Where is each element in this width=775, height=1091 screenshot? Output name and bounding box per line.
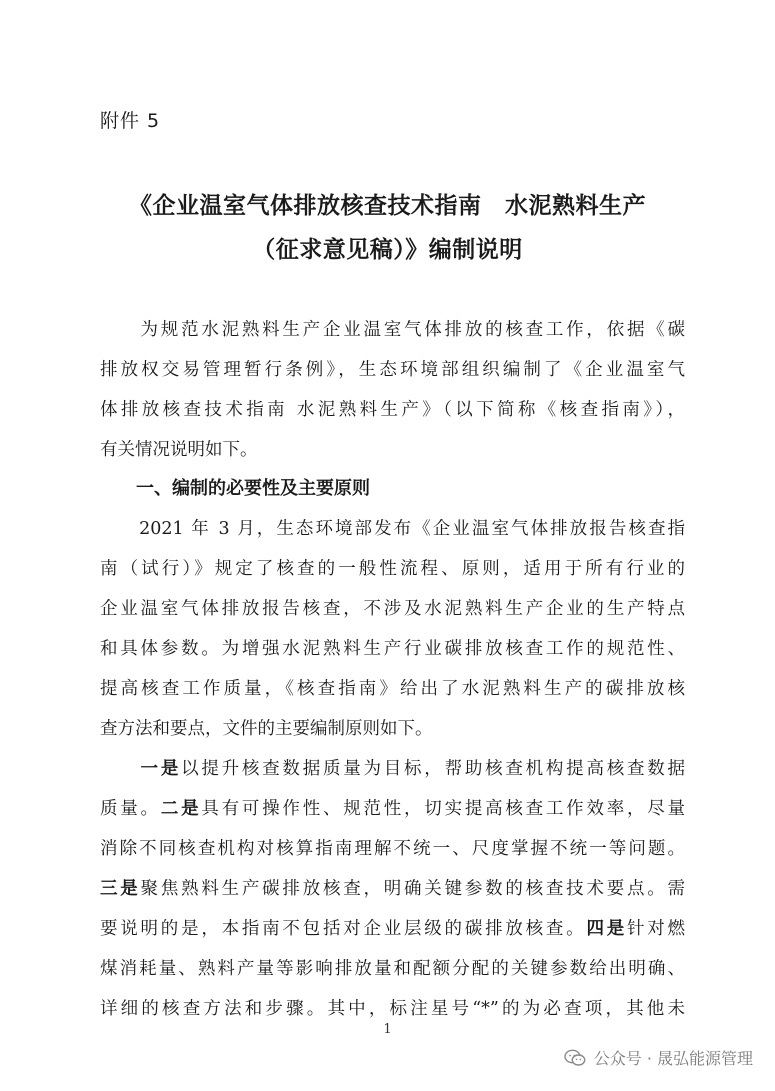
document-title-line1: 《企业温室气体排放核查技术指南 水泥熟料生产	[129, 193, 646, 219]
intro-line-4: 有关情况说明如下。	[100, 440, 258, 460]
intro-line-3: 体排放核查技术指南 水泥熟料生产》（以下简称《核查指南》），	[100, 400, 685, 420]
watermark	[564, 1046, 753, 1069]
section-line-1: 2021 年 3 月，生态环境部发布《企业温室气体排放报告核查指	[100, 519, 685, 539]
principle-3-text-cont: 要说明的是，本指南不包括对企业层级的碳排放核查。	[100, 919, 587, 939]
principles-line-2	[100, 795, 685, 820]
principle-4-text: 针对燃	[626, 919, 686, 939]
principle-3-label: 三是	[100, 879, 141, 899]
principles-line-7: 详细的核查方法和步骤。其中，标注星号“*”的为必查项，其他未	[100, 999, 685, 1019]
principle-1-text-cont: 质量。	[100, 799, 161, 819]
principle-1-text: 以提升核查数据质量为目标，帮助核查机构提高核查数据	[181, 759, 686, 779]
principle-3-text: 聚焦熟料生产碳排放核查，明确关键参数的核查技术要点。需	[140, 879, 686, 899]
principles-line-1	[100, 755, 685, 780]
section-line-4: 和具体参数。为增强水泥熟料生产行业碳排放核查工作的规范性、	[100, 639, 685, 659]
wechat-icon	[564, 1049, 586, 1067]
attachment-label: 附件 5	[100, 110, 161, 132]
principles-line-5	[100, 915, 685, 940]
principles-line-6: 煤消耗量、熟料产量等影响排放量和配额分配的关键参数给出明确、	[100, 959, 685, 979]
document-title-line2: （征求意见稿）》编制说明	[252, 237, 523, 263]
page-number: 1	[383, 1022, 392, 1037]
section-heading: 一、编制的必要性及主要原则	[136, 478, 370, 499]
principle-2-label: 二是	[160, 799, 202, 819]
section-line-3: 企业温室气体排放报告核查，不涉及水泥熟料生产企业的生产特点	[100, 599, 685, 619]
section-line-6: 查方法和要点，文件的主要编制原则如下。	[100, 719, 433, 739]
principle-4-label: 四是	[586, 919, 627, 939]
intro-line-2: 排放权交易管理暂行条例》，生态环境部组织编制了《企业温室气	[100, 360, 685, 380]
intro-line-1: 为规范水泥熟料生产企业温室气体排放的核查工作，依据《碳	[100, 320, 685, 340]
watermark-text: 公众号 · 晟弘能源管理	[593, 1049, 753, 1068]
section-line-2: 南（试行）》规定了核查的一般性流程、原则，适用于所有行业的	[100, 559, 685, 579]
principle-1-label: 一是	[140, 759, 182, 779]
principles-line-4	[100, 875, 685, 900]
section-line-5: 提高核查工作质量，《核查指南》给出了水泥熟料生产的碳排放核	[100, 679, 685, 699]
principle-2-text: 具有可操作性、规范性，切实提高核查工作效率，尽量	[201, 799, 686, 819]
principles-line-3: 消除不同核查机构对核算指南理解不统一、尺度掌握不统一等问题。	[100, 839, 685, 859]
